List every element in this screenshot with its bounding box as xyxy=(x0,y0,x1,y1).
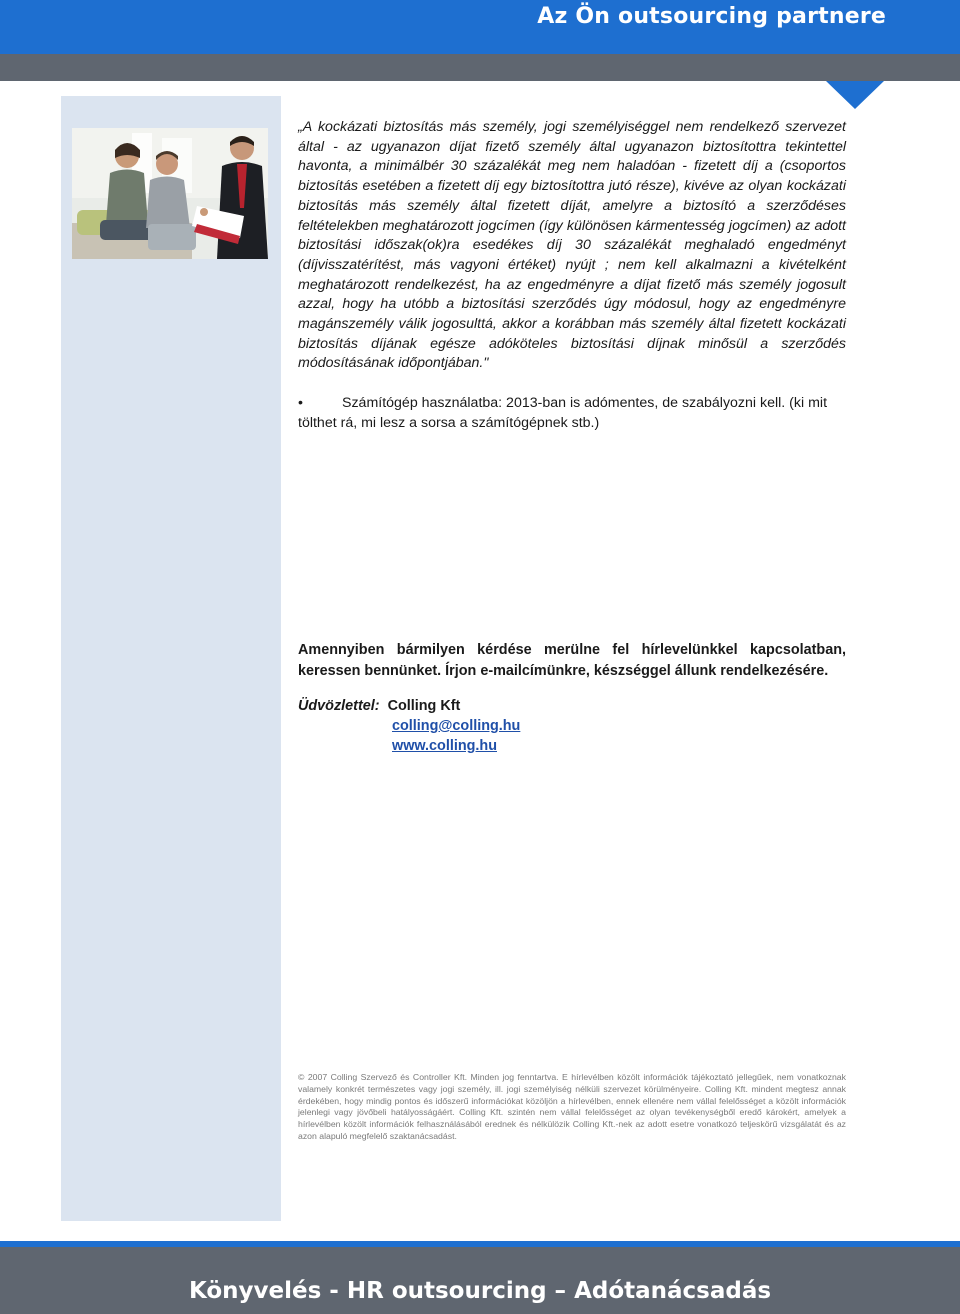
header-triangle-decoration xyxy=(826,81,884,109)
photo-illustration xyxy=(72,128,268,259)
footer-title: Könyvelés - HR outsourcing – Adótanácsadás xyxy=(188,1278,772,1304)
contact-paragraph: Amennyiben bármilyen kérdése merülne fel hírlevelünkkel kapcsolatban, keressen bennünket. Írjon e-mailcímünkre, készséggel állunk rendelkezésére. xyxy=(298,642,846,679)
header-bar xyxy=(0,0,960,54)
header-gray-band xyxy=(0,54,960,81)
greeting-label: Üdvözlettel: xyxy=(298,698,380,714)
email-link[interactable]: colling@colling.hu xyxy=(392,718,521,734)
contact-links xyxy=(392,716,520,756)
bullet-symbol: • xyxy=(298,395,303,412)
website-link[interactable]: www.colling.hu xyxy=(392,738,497,754)
legal-disclaimer: © 2007 Colling Szervező és Controller Kft. Minden jog fenntartva. E hírlevélben közölt információk tájékoztató jellegűek, nem vonatkoznak valamely konkrét természetes vagy jogi személy, ill. jogi személyiség nélküli szervezet körülményeire. Colling Kft. mindent megtesz annak érdekében, hogy mindig pontos és időszerű információkat közöljön a hírlevélben, ennek ellenére nem vállal felelősséget a közölt információk jelenlegi vagy jövőbeli hatályosságáért. Colling Kft. szintén nem vállal felelősséget az olyan tevékenységből eredő károkért, amelyek a hírlevélben közölt információk felhasználásából erednek és nélkülözik Colling Kft.-nek az adott esetre vonatkozó teljeskörű vizsgálatát és az azon alapuló megfelelő szaktanácsadást. xyxy=(298,1072,846,1141)
bullet-item xyxy=(298,393,846,433)
company-name: Colling Kft xyxy=(387,698,461,714)
quote-paragraph: „A kockázati biztosítás más személy, jogi személyiséggel nem rendelkező szervezet által - az ugyanazon díjat fizető személy által ugyanazon biztosítottra tekintettel havonta, a minimálbér 30 százalékát meg nem haladóan - fizetett díj a (csoportos biztosítás esetében a fizetett díj egy biztosítottra jutó része), kivéve az olyan kockázati biztosítás más személy által fizetett díját, amelyre a biztosító a szerződéses feltételekben meghatározott jogcímen (így különösen kármentesség jogcímen) az adott biztosítási időszak(ok)ra esedékes díj 30 százalékát meghaladó engedményt (díjvisszatérítést, más vagyoni értéket) nyújt ; nem kell alkalmazni a kivételként meghatározott rendelkezést, ha az engedményre a díjat fizető más személy jogosult azzal, hogy ha utóbb a biztosítási szerződés úgy módosul, hogy az engedményre magánszemély válik jogosulttá, akkor a korábban más személy által fizetett kockázati biztosítás díjának egésze adóköteles biztosítási díjnak minősül a szerződés módosításának időpontjában." xyxy=(298,119,846,372)
footer-blue-edge xyxy=(0,1241,960,1247)
business-meeting-photo xyxy=(72,128,268,259)
sidebar-panel xyxy=(61,96,281,1221)
greeting-line xyxy=(298,696,460,716)
article-body xyxy=(298,118,846,433)
header-title: Az Ön outsourcing partnere xyxy=(537,4,886,29)
bullet-text: Számítógép használatba: 2013-ban is adómentes, de szabályozni kell. (ki mit tölthet rá, mi lesz a sorsa a számítógépnek stb.) xyxy=(298,395,828,432)
